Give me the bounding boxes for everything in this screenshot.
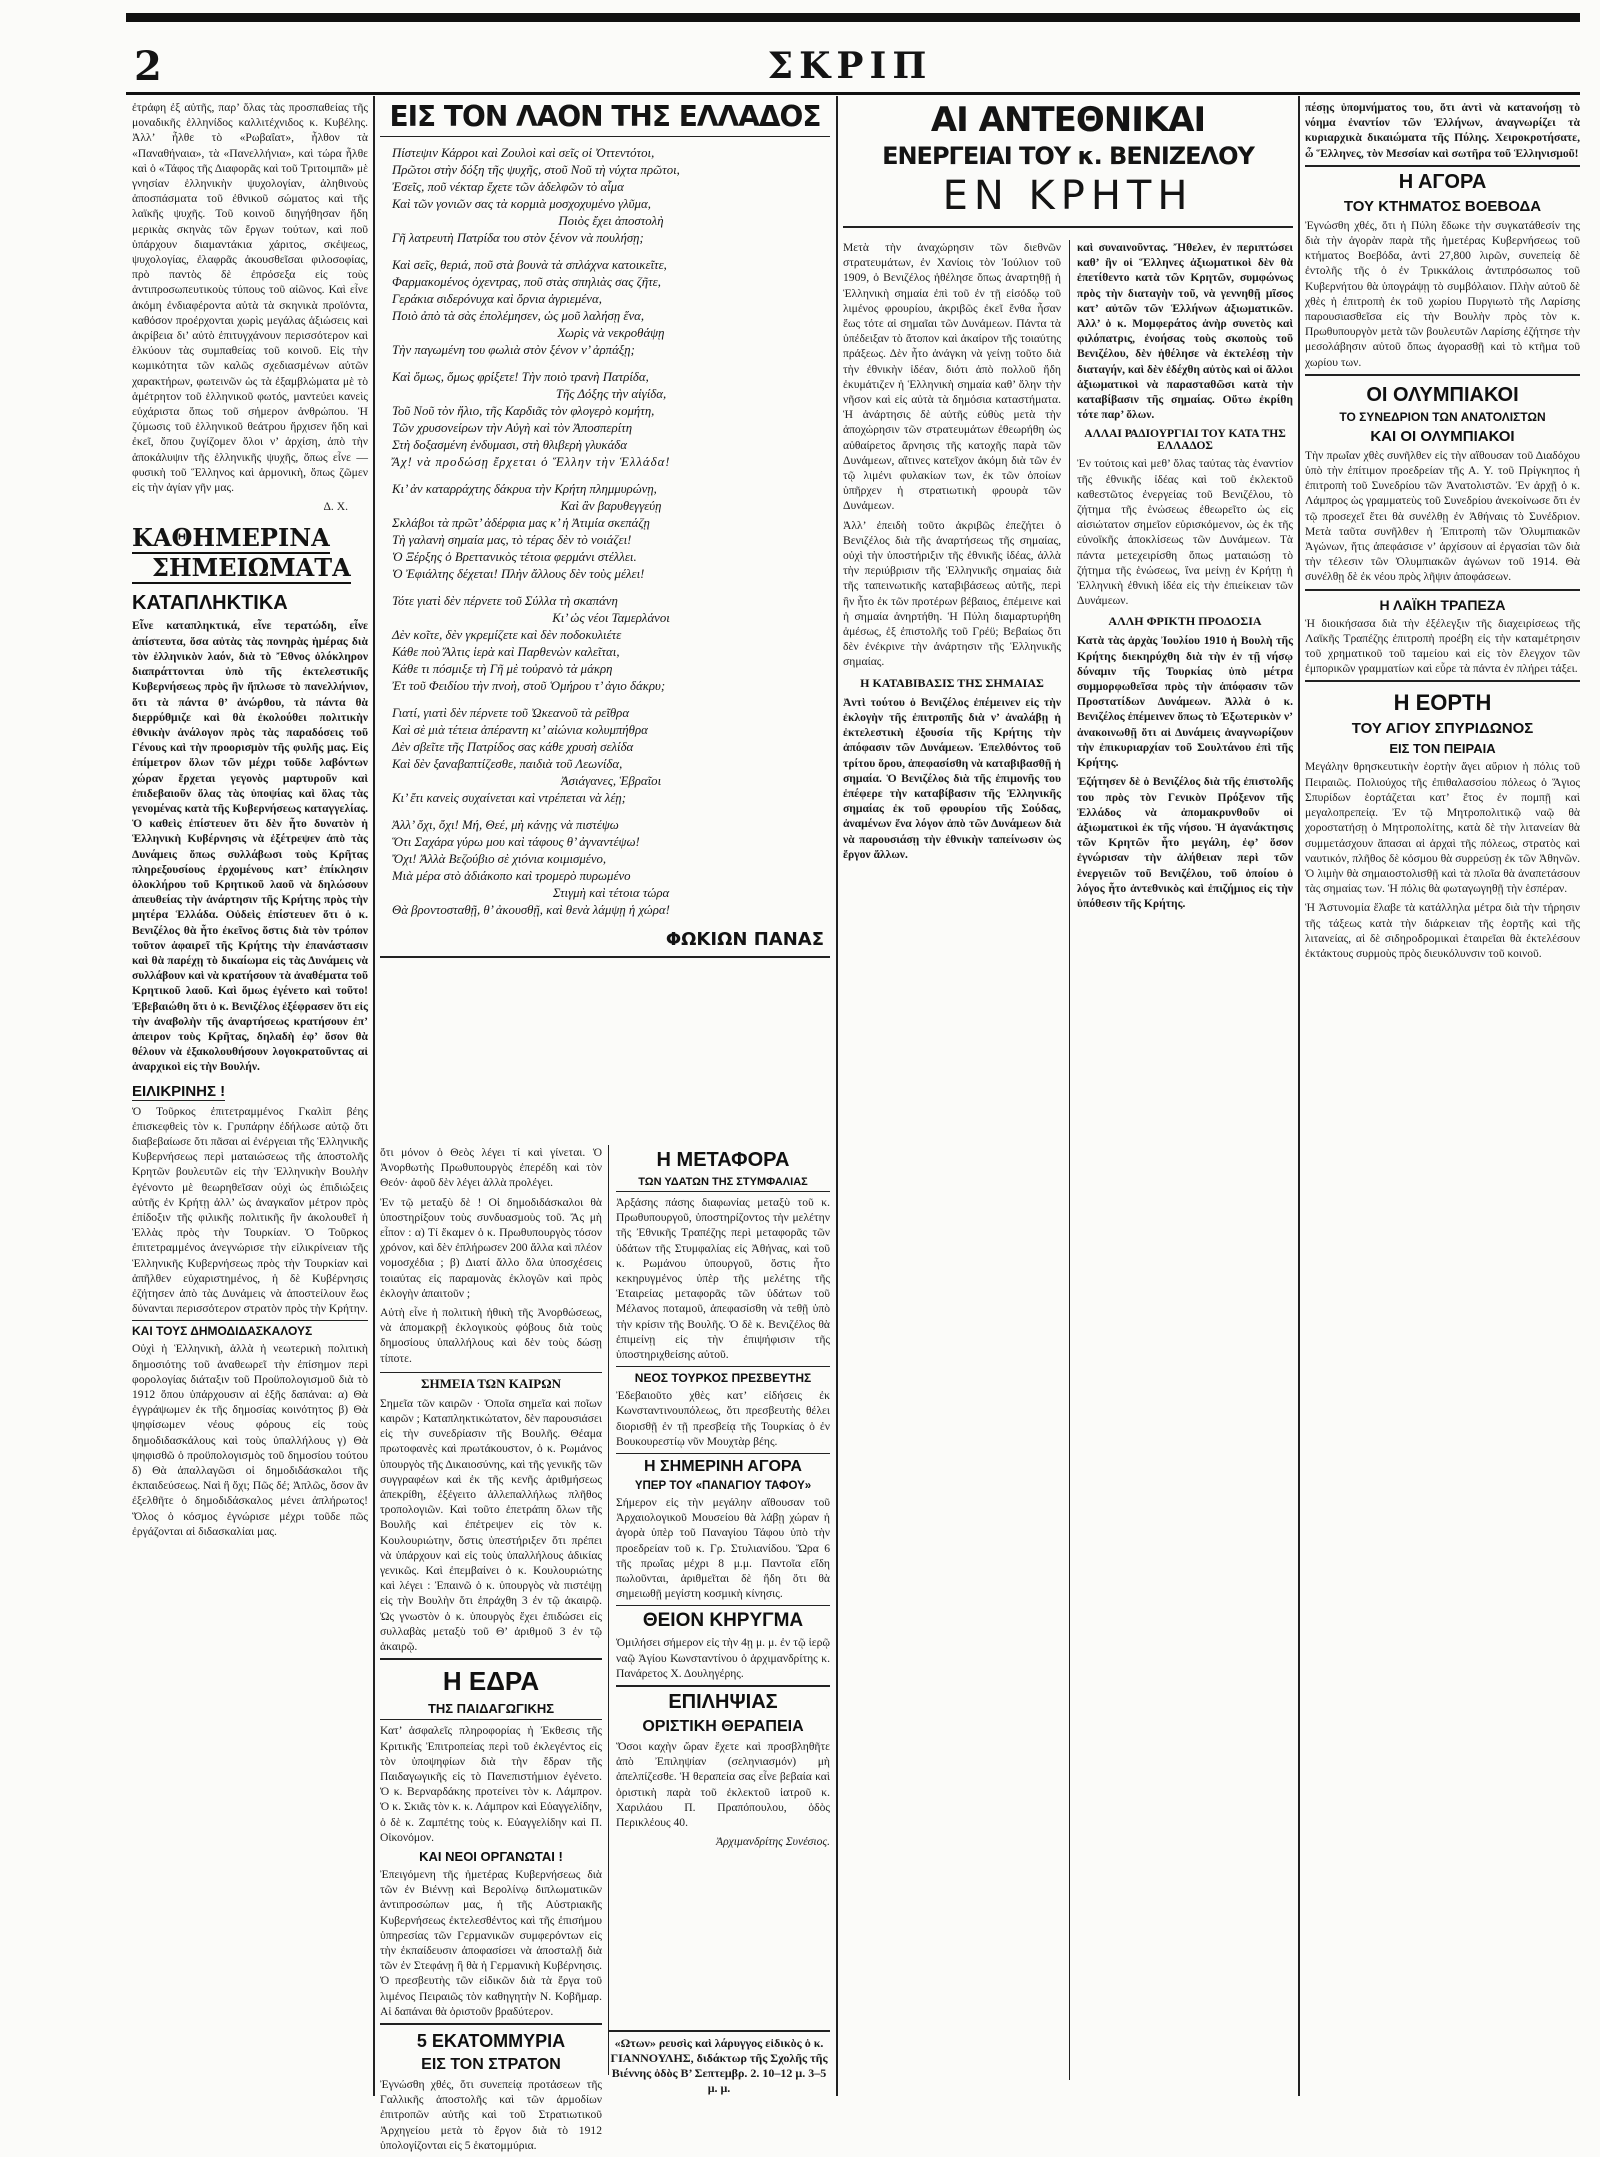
poem-line: Κάθε τι πόσμιξε τὴ Γῆ μὲ τοὐρανὸ τὰ μάκρη (392, 662, 613, 676)
poem-line: Θὰ βροντοσταθῇ, θ’ ἀκουσθῇ, καὶ θενὰ λάμψῃ ἡ χώρα! (392, 903, 670, 917)
poem-line: Ἐσεῖς, ποῦ νέκταρ ἔχετε τῶν ἀδελφῶν τὸ αἷμα (392, 180, 624, 194)
katavivasis-text: Ἀντὶ τούτου ὁ Βενιζέλος ἐπέμεινεν εἰς τὴν ἐκλογὴν τῆς ἐπιτροπῆς διὰ ν’ ἀναλάβῃ ἡ ἐκτελεστικὴ ἐξουσία τῆς Κρήτης τὴν ἀπόφασιν τῶν Δυνάμεων. Ἐπελθόντος τοῦ τρίτου ὅρου, ἀπεφασίσθη νὰ καταβιβασθῇ ἡ σημαία. Ὁ Βενιζέλος διὰ τῆς ἐπιμονῆς του ἐπέφερε τὴν καταβίβασιν τῆς Ἑλληνικῆς σημαίας ἐκ τοῦ φρουρίου τῆς Σούδας, ἀναμένων ἕνα λόγον ἀπὸ τῶν Δυνάμεων διὰ νὰ παρουσιάσῃ τὴν ἐθνικὴν ταπείνωσιν ὡς ἔργον ἄλλων. (843, 695, 1061, 861)
poem-line: Κάθε ποὺ Ἄλτις ἱερὰ καὶ Παρθενὼν καλεῖται, (392, 645, 620, 659)
inner-divider (608, 1145, 609, 2075)
agora-subtitle: ΥΠΕΡ ΤΟΥ «ΠΑΝΑΓΙΟΥ ΤΑΦΟΥ» (634, 1480, 812, 1493)
kataplitika-title: ΚΑΤΑΠΛΗΚΤΙΚΑ (132, 592, 288, 615)
article-continuation: καὶ συναινοῦντας. Ἤθελεν, ἐν περιπτώσει καθ’ ἣν οἱ Ἕλληνες ἀξιωματικοὶ δὲν θὰ ἐπετίθεντο κατὰ τῶν Κρητῶν, συμφώνως πρὸς τὴν διαταγὴν τοῦ, νὰ γεννηθῇ μῖσος κατ’ αὐτῶν τῶν Ἑλλήνων ἀξιωματικῶν. Ἀλλ’ ὁ κ. Μομφεράτος ἀνὴρ συνετὸς καὶ φιλόπατρις, ἐνοήσας τοὺς σκοποὺς τοῦ Βενιζέλου, δὲν ἠθέλησε νὰ ἐκτελέσῃ τὴν διαταγήν, καὶ δὲν ἐδέχθη αὐτὸς καὶ οἱ ἄλλοι ἀξιωματικοὶ νὰ παρασταθῶσι κατὰ τὴν καταβίβασιν τῆς σημαίας. Οὕτω ἐκρίθη τότε παρ’ ὅλων. (1077, 241, 1293, 422)
olympiakoi-subtitle-2: ΚΑΙ ΟΙ ΟΛΥΜΠΙΑΚΟΙ (1370, 427, 1515, 445)
poem-line: Φαρμακομένος ὀχεντρας, ποῦ στὰς σπηλιὰς σας ζῆτε, (392, 275, 661, 289)
kataplitika-text: Εἶνε καταπληκτικά, εἶνε τερατώδη, εἶνε ἀπίστευτα, ὅσα αὐτὰς τὰς πονηρὰς ἡμέρας διὰ τὸν ἑλληνικὸν λαόν, διὰ τὸ Ἔθνος ὁλόκληρον διαπράττονται ὑπὸ τῆς ἐκτελεστικῆς Κυβερνήσεως πρὸς ἢν ἥπλωσε τὸ πανελλήνιον, ὅτι τὰ πάντα θ’ ἀνώρθου, τὰ πάντα θὰ διερρύθμιζε καὶ θὰ ἐκολούθει πολιτικὴν ἐθνικὴν ἀνάλογον πρὸς τὰς παραδόσεις τοῦ Γένους καὶ τὴν προορισμὸν τῆς φυλῆς μας. Εἰς ἐπίμετρον ὅλων τῶν μέχρι τοῦδε λαβόντων χώραν ἔρχεται γεγονὸς μαρτυροῦν καὶ ἐπιδεβαιοῦν ὅλας τὰς ὑποψίας καὶ ὅλας τὰς γενομένας κατὰ τῆς Κυβερνήσεως καταγγελίας. Ὁ καθεὶς ἐπίστευεν ὅτι δὲν ἦτο δυνατὸν ἡ Ἑλληνικὴ Κυβέρνησις νὰ ἐξέτρεψεν ἀπὸ τὰς Δυνάμεις ὅπως συλλάβωσι τοὺς Κρῆτας πληρεξουσίους ἐρχομένους κατ’ ἐπίκλησιν ὁλοκλήρου τοῦ Κρητικοῦ λαοῦ νὰ δηλώσουν ἀπευθείας τὴν ἀνάρτησιν τῆς Κρήτης πρὸς τὴν μητέρα Ἑλλάδα. Οὐδεὶς ἐπίστευεν ὅτι ὁ κ. Βενιζέλος θὰ ἦτο ἐκεῖνος ὅστις διὰ τὸν τρόπον τοῦτον ἀφαιρεῖ τῆς Κρήτης τὴν ἐπανάστασιν καὶ θὰ παρέχῃ τὸ δικαίωμα εἰς τὰς Δυνάμεις νὰ συλλάβουν καὶ νὰ κρατήσουν τὰ ἀναθέματα τοῦ Κρητικοῦ λαοῦ. Καὶ ὅμως ἐγένετο καὶ τοῦτο! Ἐβεβαιώθη ὅτι ὁ κ. Βενιζέλος ἐξέφρασεν ὅτι εἰς τὴν ἀναβολὴν τῆς ἀναρτήσεως κρατήσουν ἐπ’ ἀπειρον τοὺς Κρῆτας, δηλαδὴ ἐφ’ ὅσον θὰ θέλουν νὰ ἐξακολουθήσουν λογοκρατοῦντας αἱ ἀναρχικοὶ εἰς τὴν Βουλήν. (132, 619, 368, 1074)
olympiakoi-text: Τὴν πρωΐαν χθὲς συνῆλθεν εἰς τὴν αἴθουσαν τοῦ Διαδόχου ὑπὸ τὴν ἐπίτιμον προεδρείαν τῆς Α. Υ. τοῦ Πρίγκηπος ἡ ἐπιτροπὴ τοῦ Συνεδρίου τῶν Ἀνατολιστῶν. Ἐν ἀρχῇ ὁ κ. Λάμπρος ὡς γραμματεὺς τοῦ Συνεδρίου ἀνεκοίνωσε ὅτι ἐν τῷ προσεχεῖ ἔτει θὰ συνέλθῃ ἐν Ἀθήναις τὸ Συνέδριον. Μετὰ ταῦτα συνῆλθεν ἡ Ἐπιτροπὴ τῶν Ὀλυμπιακῶν Ἀγώνων, ἥτις ἀπεφάσισε ν’ ἀρχίσουν αἱ ἐργασίαι τῶν διὰ τὴν τέλεσιν τῶν Ὀλυμπιακῶν ἀγώνων τοῦ 1914. Θὰ συνέλθῃ δὲ ἐκ νέου πρὸς λῆψιν ἀποφάσεων. (1305, 448, 1580, 584)
edra-subtitle: ΤΗΣ ΠΑΙΔΑΓΩΓΙΚΗΣ (380, 1701, 602, 1720)
column-divider (373, 96, 375, 2096)
poem-line: Τὴ γαλανὴ σημαία μας, τὸ τέρας δὲν τὸ νοιάζει! (392, 533, 632, 547)
poem-stanza (392, 481, 830, 583)
olympiakoi-subtitle-1: ΤΟ ΣΥΝΕΔΡΙΟΝ ΤΩΝ ΑΝΑΤΟΛΙΣΤΩΝ (1339, 409, 1546, 424)
poem-line: Τῶν χρυσονείρων τὴν Αὐγὴ καὶ τὸν Ἀποσπερίτη (392, 421, 633, 435)
epilipsias-text: Ὅσοι καχὴν ὥραν ἔχετε καὶ προσβληθῆτε ἀπὸ Ἐπιληψίαν (σεληνιασμόν) μὴ ἀπελπίζεσθε. Ἡ θεραπεία σας εἶνε βεβαία καὶ ὁριστικὴ παρὰ τοῦ ἐκλεκτοῦ ἰατροῦ κ. Χαριλάου Π. Πραπόπουλου, ὁδὸς Περικλέους 40. (616, 1740, 830, 1830)
edra-title: Η ΕΔΡΑ (380, 1658, 602, 1697)
kairon-text: Σημεῖα τῶν καιρῶν · Ὁποῖα σημεῖα καὶ ποῖων καιρῶν ; Καταπληκτικώτατον, δὲν παρουσιάσει εἰς τὴν συνεδρίασιν τῆς Βουλῆς. Θέαμα πρωτοφανὲς καὶ πρωτάκουστον, ὁ κ. Ρωμάνος ὑπουργὸς τῆς Δικαιοσύνης, καὶ τῆς γενικῆς τῶν συγγραφέων καὶ ἐκ τῆς κενῆς ἀριθμήσεως ἀπεκρίθη, ἐξέγειτο ἀλλεπαλλήλως πλῆθος τροπολογιῶν. Καὶ τοῦτο ἐπετράπη ὅλων τῆς Βουλῆς καὶ ἐπέτρεψεν εἰς τὸν κ. Κουλουριώτην, ὅστις ὑπεστήριξεν ὅτι πρέπει νὰ ὑπάρχουν καὶ εἰς τοὺς ὑπαλλήλους ἀδικίας γενικῶς. Καὶ ἐπεμβαίνει ὁ κ. Κουλουριώτης καὶ λέγει : Ἐπαινῶ ὁ κ. ὑπουργὸς νὰ πιστέψῃ εἰς τὴν Βουλὴν ὅτι ἐπράχθη 3 ἐν τῷ ἀκαιρῷ. Ὡς γνωστὸν ὁ κ. ὑπουργὸς ἔχει ἐπιδώσει εἰς συλλαβὰς μεταξὺ τοῦ Θ’ ἀριθμοῦ 3 ἐν τῷ ἀκαιρῷ. (380, 1396, 602, 1654)
poem-stanza (392, 593, 830, 695)
edra-text: Κατ’ ἀσφαλεῖς πληροφορίας ἡ Ἐκθεσις τῆς Κριτικῆς Ἐπιτροπείας περὶ τοῦ ἐκλεγέντος εἰς τὸν ὑποψηφίων διὰ τὴν ἕδραν τῆς Παιδαγωγικῆς εἰς τὸ Πανεπιστήμιον ἐγένετο. Ὁ κ. Βερναρδάκης προτείνει τὸν κ. Λάμπρον. Ὁ κ. Σκιᾶς τὸν κ. κ. Λάμπρον καὶ Εὐαγγελίδην, ὁ δὲ κ. Ζαμπέτης τοὺς κ. Εὐαγγελίδην καὶ Π. Οἰκονόμον. (380, 1724, 602, 1844)
agora-title: Η ΣΗΜΕΡΙΝΗ ΑΓΟΡΑ (616, 1453, 830, 1476)
poem-stanza (392, 369, 830, 471)
poem-stanza (392, 145, 830, 247)
main-article-left (843, 240, 1061, 866)
poem-line: Πρῶτοι στὴν δόξη τῆς ψυχῆς, στοῦ Νοῦ τὴ νύχτα πρῶτοι, (392, 163, 680, 177)
poem-line: Καὶ ἂν βαρυθεγγεύῃ (560, 499, 662, 513)
didaskalous-text: Οὐχὶ ἡ Ἑλληνικὴ, ἀλλὰ ἡ νεωτερικὴ πολιτικὴ δημοσιότης τοῦ ἀναθεωρεῖ τὴν ἐπίσημον περὶ φορολογίας διάταξιν τοῦ Προϋπολογισμοῦ διὰ τὸ 1912 ὅπου ὑπάρχουσιν αἱ ἑξῆς δαπάναι: α) Θὰ ἐγγράψωμεν ἐκ τῆς δημοσίας κοινότητος β) Θὰ ψηφίσωμεν νέους φόρους εἰς τοὺς δημοδιδασκάλους καὶ τοὺς ὑπαλλήλους γ) Θὰ ψηφισθῶ ὁ προϋπολογισμὸς τοῦ δημοσίου τούτου δ) Θὰ ἀπαλλαγῶσι οἱ δημοδιδάσκαλοι τῆς ἐκπαιδεύσεως. Ναὶ ἢ ὄχι; Πῶς δέ; Ἀπλῶς, ὅσον ἂν ἐξελθῆτε ὁ δημοδιδάσκαλος μένει ἀπλήρωτος! Ὅλος ὁ κόσμος ἐγνώρισε μέχρι τοῦδε πῶς ἐργάζονται αἱ διδασκαλίαι μας. (132, 1342, 368, 1538)
advertisement-text: «Ωτων» ρευσὶς καὶ λάρυγγος εἰδικὸς ὁ κ. ΓΙΑΝΝΟΥΛΗΣ, διδάκτωρ τῆς Σχολῆς τῆς Βιέννης ὁδὸς Β’ Σεπτεμβρ. 2. 10–12 μ. 3–5 μ. μ. (610, 2036, 828, 2095)
poem-stanza (392, 817, 830, 919)
organotai-title: ΚΑΙ ΝΕΟΙ ΟΡΓΑΝΩΤΑΙ ! (419, 1848, 563, 1864)
poem-line: Πίστεψιν Κάρροι καὶ Ζουλοὶ καὶ σεῖς οἱ Ὀττεντότοι, (392, 146, 655, 160)
poem-line: Μιὰ μέρα στὸ ἀδιάκοπο καὶ τρομερὸ πυρωμένο (392, 869, 631, 883)
poem-line: Καὶ τῶν γονιῶν σας τὰ κορμιὰ μοσχοχυμένο γλῦμα, (392, 197, 651, 211)
laiki-trapeza-title: Η ΛΑΪΚΗ ΤΡΑΠΕΖΑ (1305, 589, 1580, 613)
poem-line: Τότε γιατὶ δὲν πέρνετε τοῦ Σύλλα τὴ σκαπάνη (392, 594, 618, 608)
poem-line: Δὲν κοῖτε, δὲν γκρεμίζετε καὶ δὲν ποδοκυλιέτε (392, 628, 622, 642)
katavivasis-text-continued: Ἐζήτησεν δὲ ὁ Βενιζέλος διὰ τῆς ἐπιστολῆς του πρὸς τὸν Γενικὸν Πρόξενον τῆς Ἑλλάδος νὰ ἀπομακρυνθοῦν οἱ ἀξιωματικοὶ ἐκ τῆς νήσου. Ἡ ἀγανάκτησις τῶν Κρητῶν ἦτο μεγάλη, ἐφ’ ὅσον ἐγνώρισαν τὴν ἀλήθειαν περὶ τῶν ἐνεργειῶν τοῦ Βενιζέλου, τοῦ ὁποίου ὁ λόγος ἦτο ἀντεθνικὸς καὶ ἐπιζήμιος εἰς τὴν ὑπόθεσιν τῆς Κρήτης. (1077, 775, 1293, 910)
metafora-title: Η ΜΕΤΑΦΟΡΑ (656, 1149, 790, 1171)
metafora-subtitle: ΤΩΝ ΥΔΑΤΩΝ ΤΗΣ ΣΤΥΜΦΑΛΙΑΣ (616, 1176, 830, 1192)
doctor-advertisement (608, 2030, 830, 2100)
poem-line: Τὴν παγωμένη του φωλιὰ στὸν ξένον ν’ ἀρπάξῃ; (392, 343, 635, 357)
poem-line: Τοῦ Νοῦ τὸν ἥλιο, τῆς Καρδιᾶς τὸν φλογερὸ κομήτη, (392, 404, 655, 418)
radiourgiai-title: ΑΛΛΑΙ ΡΑΔΙΟΥΡΓΙΑΙ ΤΟΥ ΚΑΤΑ ΤΗΣ ΕΛΛΑΔΟΣ (1084, 428, 1286, 453)
article-text: Αὐτὴ εἶνε ἡ πολιτικὴ ἠθικὴ τῆς Ἀνορθώσεως, νὰ ἀπομακρῇ ἐκλογικοὺς φόβους διὰ τοὺς δημοσίους ὑπαλλήλους καὶ δὲν τοὺς δώσῃ τίποτε. (380, 1306, 602, 1365)
column-3 (843, 100, 1293, 2090)
poem-line: Ἄχ! νὰ προδώσῃ ἔρχεται ὁ Ἕλλην τὴν Ἑλλάδα! (392, 455, 671, 469)
olympiakoi-title: ΟΙ ΟΛΥΜΠΙΑΚΟΙ (1305, 374, 1580, 407)
epilipsias-subtitle: ΟΡΙΣΤΙΚΗ ΘΕΡΑΠΕΙΑ (642, 1718, 804, 1736)
poem-line: Γιατί, γιατὶ δὲν πέρνετε τοῦ Ὠκεανοῦ τὰ ρεῖθρα (392, 706, 630, 720)
section-rule (380, 956, 830, 958)
prodosia-text: Κατὰ τὰς ἀρχὰς Ἰουλίου 1910 ἡ Βουλὴ τῆς Κρήτης διεκηρύχθη διὰ τὴν ἐν τῇ νήσῳ δύναμιν τῆς Τουρκίας ὑπὸ μέτρα συμμορφωθεῖσα πρὸς τὴν ἀπόφασιν τῶν Προστατίδων Δυνάμεων. Ἀλλὰ ὁ κ. Βενιζέλος ἐπέμεινεν ὅπως τὸ Ἐξωτερικὸν ν’ ἀνακοινωθῇ ὅτι αἱ Δυνάμεις ἀναγνωρίζουν τὴν ἐπικυριαρχίαν τοῦ Σουλτάνου ἐπὶ τῆς Κρήτης. (1077, 634, 1293, 770)
laiki-trapeza-text: Ἡ διοικήσασα διὰ τὴν ἐξέλεγξιν τῆς διαχειρίσεως τῆς Λαϊκῆς Τραπέζης ἐπιτροπὴ προέβη εἰς τὴν καταμέτρησιν τοῦ χρηματικοῦ τοῦ ταμείου καὶ εἰς τὸν ἔλεγχον τῶν ἐμπορικῶν γραμματίων καὶ εὗρε τὰ πάντα ἐν πλήρει τάξει. (1305, 616, 1580, 676)
poem-line: Στιγμὴ καὶ τέτοια τώρα (552, 886, 670, 900)
article-continuation: πέσῃς ὑπομνήματος του, ὅτι ἀντὶ νὰ κατανοήσῃ τὸ νόημα ἐναντίον τῶν Ἑλλήνων, ἀναγνωρίζει τὰ κυριαρχικὰ δικαιώματα τῆς Πύλης. Χειροκροτήσατε, ὦ Ἕλληνες, τὸν Μεσσίαν καὶ σωτῆρα τοῦ Ἑλληνισμοῦ! (1305, 101, 1580, 160)
top-border (126, 13, 1580, 22)
poem-line: Καὶ δὲν ξαναβαπτίζεσθε, παιδιὰ τοῦ Λεωνίδα, (392, 757, 623, 771)
presvevtis-text: Ἐδεβαιοῦτο χθὲς κατ’ εἰδήσεις ἐκ Κωνσταντινουπόλεως, ὅτι πρεσβευτὴς θέλει διορισθῇ ἐν τῇ πρεσβείᾳ τῆς Τουρκίας ὁ ἐν Βουκουρεστίῳ νῦν Μουχτὰρ βέης. (616, 1389, 830, 1448)
column-4 (1305, 100, 1580, 2090)
article-text: Ἐν τῷ μεταξὺ δὲ ! Οἱ δημοδιδάσκαλοι θὰ ὑποστηρίξουν τοὺς συνδυασμοὺς τοῦ. Ἂς μὴ εἶπον : α) Τί ἔκαμεν ὁ κ. Πρωθυπουργὸς τόσον χρόνον, καὶ δὲν ἐπλήρωσεν 200 ἄλλα καὶ πλέον νομοσχέδια ; β) Διατί ἄλλο ὅλα ὑποσχέσεις τοιαύτας εἰς παραμονὰς ἐκλογῶν καὶ πρὸς ἐκλογὴν ἀπαιτοῦν ; (380, 1195, 602, 1300)
page-number: 2 (134, 43, 162, 90)
poet-name: ΦΩΚΙΩΝ ΠΑΝΑΣ (665, 929, 824, 950)
agora-voevoda-text: Ἐγνώσθη χθές, ὅτι ἡ Πύλη ἔδωκε τὴν συγκατάθεσίν της διὰ τὴν ἀγορὰν παρὰ τῆς ἡμετέρας Κυβερνήσεως τοῦ κτήματος Βοεβόδα, ἀντὶ 27,800 λιρῶν, συνεπείᾳ δὲ ἐντολῆς τῆς ὁ ἐν Τρικκάλοις ἀντιπρόσωπος τοῦ Κυβερνήτου θὰ ὑπογράψῃ τὸ συμβόλαιον. Πλὴν αὐτοῦ δὲ χθὲς ἡ ἐπιτροπὴ ἐκ τοῦ χωρίου Πυργιωτὸ τῆς Λαρίσης παρουσιασθεῖσα εἰς τὴν Βουλὴν πρὸς τὸν κ. Πρωθυπουργὸν μετὰ τῶν βουλευτῶν Λαρίσης ἐζήτησε τὴν μεσολάβησιν αὐτοῦ ὅπως ἀγορασθῇ καὶ τὸ κτῆμα τοῦ χωρίου των. (1305, 218, 1580, 369)
organotai-text: Ἐπειγόμενη τῆς ἡμετέρας Κυβερνήσεως διὰ τῶν ἐν Βιέννῃ καὶ Βερολίνῳ διπλωματικῶν ἀντιπροσώπων μας, ἡ τῆς Αὐστριακῆς Κυβερνήσεως ἐκτελεσθέντος καὶ τῆς ἐπισήμου ὑπηρεσίας τῶν Γερμανικῶν συμφερόντων εἰς τὴν ἐκπαίδευσιν ἀποφασίσει νὰ ἀποσταλῇ διὰ τῶν ἐν Στεφάνῃ ἢ θὰ ἡ Γερμανικὴ Κυβέρνησις. Ὁ πρεσβευτὴς τῶν εἰδικῶν διὰ τὰ ἔργα τοῦ λιμένος Πειραιῶς τὸν καθηγητὴν Ν. Κοβῆμαρ. Αἱ δαπάναι θὰ ὁριστοῦν βραδύτερον. (380, 1867, 602, 2018)
poem-line: Χωρὶς νὰ νεκροθάψῃ (557, 326, 665, 340)
masthead-title: ΣΚΡΙΠ (767, 45, 933, 87)
simeiomata-title: ΣΗΜΕΙΩΜΑΤΑ (132, 554, 351, 584)
review-signature: Δ. Χ. (323, 500, 348, 514)
column-divider (1298, 96, 1300, 2096)
main-title-line1: ΑΙ ΑΝΤΕΘΝΙΚΑΙ (930, 100, 1206, 140)
eorti-text: Μεγάλην θρησκευτικὴν ἑορτὴν ἄγει αὔριον ἡ πόλις τοῦ Πειραιῶς. Πολιούχος τῆς ἐπιθαλασσίου πόλεως ὁ Ἅγιος Σπυρίδων ἑορτάζεται κατ’ ἔτος ἐν πομπῇ καὶ μεγαλοπρεπείᾳ. Ἐν τῷ Μητροπολιτικῷ ναῷ θὰ χοροστατήσῃ ὁ Μητροπολίτης, κατὰ δὲ τὴν λιτανείαν θὰ συμμετάσχουν ἅπασαι αἱ ἀρχαὶ τῆς πόλεως, στρατὸς καὶ ναυτικόν, πλῆθος δὲ κόσμου θὰ συρρεύσῃ ἐκ τῶν Ἀθηνῶν. Ὁ λιμὴν θὰ σημαιοστολισθῇ καὶ τὰ πλοῖα θὰ ἀναπετάσουν τὰς σημαίας των. Ἡ πόλις θὰ φωταγωγηθῇ τὴν ἑσπέραν. (1305, 760, 1580, 896)
agora-voevoda-subtitle: ΤΟΥ ΚΤΗΜΑΤΟΣ ΒΟΕΒΟΔΑ (1343, 197, 1542, 215)
theion-title: ΘΕΙΟΝ ΚΗΡΥΓΜΑ (616, 1605, 830, 1632)
eorti-subtitle-1: ΤΟΥ ΑΓΙΟΥ ΣΠΥΡΙΔΩΝΟΣ (1351, 720, 1534, 738)
eilikrinis-title: ΕΙΛΙΚΡΙΝΗΣ ! (132, 1082, 226, 1100)
column-divider (836, 96, 838, 2096)
inner-divider (1069, 240, 1070, 2080)
poem-line: Κι’ ἔτι κανεὶς συχαίνεται καὶ ντρέπεται νὰ λέῃ; (392, 791, 626, 805)
poem-line: Ἀλλ’ ὄχι, ὄχι! Μή, Θεέ, μὴ κάνῃς νὰ πιστέψω (392, 818, 619, 832)
lower-right-column (616, 1145, 830, 1854)
poem-line: Ποιὸ ἀπὸ τὰ σὰς ἐπολέμησεν, ὡς μοῦ λαλήσῃ ἕνα, (392, 309, 645, 323)
eorti-title: Η ΕΟΡΤΗ (1305, 680, 1580, 716)
agora-text: Σήμερον εἰς τὴν μεγάλην αἴθουσαν τοῦ Ἀρχαιολογικοῦ Μουσείου θὰ λάβῃ χώραν ἡ ἀγορὰ ὑπὲρ τοῦ Παναγίου Τάφου ὑπὸ τὴν προεδρείαν τοῦ κ. Γρ. Στυλιανίδου. Ὥρα 6 τῆς πρωΐας μέχρι 8 μ.μ. Παντοῖα εἴδη πωλοῦνται, ἀριθμεῖται δὲ ἤδη ὅτι θὰ σημειωθῇ μεγίστη κοσμικὴ κίνησις. (616, 1496, 830, 1601)
article-lead: Μετὰ τὴν ἀναχώρησιν τῶν διεθνῶν στρατευμάτων, ἐν Χανίοις τὸν Ἰούλιον τοῦ 1909, ὁ Βενιζέλος ἠθέλησε ὅπως ἀναρτηθῇ ἡ Ἑλληνικὴ σημαία ἐπὶ τοῦ ἐν τῇ εἰσόδῳ τοῦ λιμένος φρουρίου, ἀκριβῶς ἐκεῖ ἔνθα ἦσαν ἕως τότε αἱ σημαῖαι τῶν Δυνάμεων. Πάντα τὰ ὑπέδειξαν τὸ ἄτοπον καὶ ἀκαίρον τῆς τοιαύτης πράξεως. Δὲν ἦτο ἀνάγκη νὰ γείνῃ τοῦτο διὰ τὴν ἐθνικὴν ἰδέαν, διότι ἀπὸ πολλοῦ ἤδη ἐκυμάτιζεν ἡ Ἑλληνικὴ σημαία καθ’ ὅλην τὴν νῆσον καὶ εἰς αὐτὰ τὰ δημόσια καταστήματα. Ἡ ἀνάρτησις δὲ αὐτῆς εὐθὺς μετὰ τὴν ἀποχώρησιν τῶν στρατευμάτων ἐθεωρήθη ὡς αὐθαίρετος ἄρνησις τῆς κατοχῆς παρὰ τῶν Δυνάμεων, αἵτινες κατεῖχον ἀκόμη διὰ τῶν ἐν τῷ λιμένι φυλακίων των, ἐκ τῶν ὁποίων ὑπῆρχεν ἡ στρατιωτικὴ φρουρὰ τῶν Δυνάμεων. (843, 241, 1061, 513)
kathimerina-title: ΚΑΘΗΜΕΡΙΝΑ (132, 523, 330, 553)
poem-line: Δὲν σβεῖτε τῆς Πατρίδος σας κάθε χρυσὴ σελίδα (392, 740, 634, 754)
poem-line: Καὶ ὅμως, ὅμως φρίξετε! Τὴν ποιὸ τρανὴ Πατρίδα, (392, 370, 649, 384)
main-article-right (1077, 240, 1293, 915)
poem-line: Ἐτ τοῦ Φειδίου τὴν πνοὴ, στοῦ Ὁμήρου τ’ ἀγιο δάκρυ; (392, 679, 666, 693)
main-title-line2: ΕΝΕΡΓΕΙΑΙ ΤΟΥ κ. ΒΕΝΙΖΕΛΟΥ (882, 142, 1254, 170)
didaskalous-title: ΚΑΙ ΤΟΥΣ ΔΗΜΟΔΙΔΑΣΚΑΛΟΥΣ (132, 1320, 368, 1338)
column-1 (132, 100, 368, 2090)
poem-line: Στὴ δοξασμένη ἐνδυμασι, στὴ θλιβερὴ γλυκάδα (392, 438, 627, 452)
column-2 (380, 100, 830, 2152)
poem-stanza (392, 257, 830, 359)
kairon-title: ΣΗΜΕΙΑ ΤΩΝ ΚΑΙΡΩΝ (380, 1372, 602, 1392)
eilikrinis-text: Ὁ Τοῦρκος ἐπιτετραμμένος Γκαλὶπ βέης ἐπισκεφθεὶς τὸν κ. Γρυπάρην ἐδήλωσε αὐτῷ ὅτι διαβεβαίωσε ὅτι πᾶσαι αἱ ἐνέργειαι τῆς Ἑλληνικῆς Κυβερνήσεως περὶ ματαιώσεως τῆς ἀποστολῆς Κρητῶν βουλευτῶν εἰς τὴν Ἑλληνικὴν Βουλὴν ἐγένοντο μὲ θεωρηθεῖσαν οὐχὶ ὡς ἐπιδιώξεις αὐτῆς ἐν Κρήτῃ ἀλλ’ ὡς ἀναγκαῖον μέτρον πρὸς ἐπίδοξιν τῆς φιλικῆς πολιτικῆς ἢν ἀκολουθεῖ ἡ Ἑλλὰς πρὸς τὴν Τουρκίαν. Ὁ Τοῦρκος ἐπιτετραμμένος ἀνεγνώρισε τὴν εἰλικρίνειαν τῆς Ἑλληνικῆς Κυβερνήσεως πρὸς τὴν Τουρκίαν καὶ ἀπῆλθεν εὐχαριστημένος, ἡ δὲ Κυβέρνησις ἐζήτησεν ἀπὸ τὰς Δυνάμεις νὰ ἀποστείλουν ἕως δύνανται περισσότερον στρατὸν πρὸς τὴν Κρήτην. (132, 1104, 368, 1316)
lower-left-column (380, 1145, 602, 2157)
poem-line: Ὅτι Σαχάρα γύρω μου καὶ τάφους θ’ ἀγναντέψω! (392, 835, 640, 849)
poem-line: Ἀσιάγανες, Ἑβραῖοι (560, 774, 662, 788)
review-continuation: ἐτράφη ἐξ αὐτῆς, παρ’ ὅλας τὰς προσπαθείας τῆς μοναδικῆς ἑλληνίδος καλλιτέχνιδος κ. Κυβέλης. Ἀλλ’ ἦλθε τὸ «Ρωβαΐατ», ἦλθον τὰ «Παναθήναια», τὰ «Πανελλήνια», καὶ τώρα ἦλθε καὶ ὁ «Τάφος τῆς Διαφορᾶς καὶ τοῦ Τριτοιμπᾶ» μὲ γνησίαν ἑλληνικὴν ψυχολογίαν, ἀληθινοὺς ἀποσπάσματα τοῦ ἐθνικοῦ σώματος καὶ τῆς λαϊκῆς ψυχῆς. Τοῦ κοινοῦ διηγήθησαν ἤδη μερικὰς σκηνὰς τῶν ἔργων τούτων, καὶ ποῦ ὑπάρχουν διαμαντάκια χάριτος, σκέψεως, ψυχολογίας, ἐλαφρᾶς ἀκουσθεῖσαι φιλοσοφίας, πρὸ παντὸς δὲ ἐπρόσεξα εἰς τοὺς ἀντιπροσωπευτικοὺς τύπους τοῦ αἰῶνος. Καὶ εἶνε ἀκόμη ἐνδιαφέροντα αὐτὰ τὰ σκηνικὰ προϊόντα, καθόσον προέρχονται χωρὶς μεγάλας ἀξιώσεις καὶ ἀκρίβεια δι’ αὐτὸ ἐπιτυγχάνουν περισσότερον καὶ ἑλκύουν τὰς συμπαθείας τοῦ κοινοῦ. Εἰς τὴν κωμικότητα τῶν καλῶς σχεδιασμένων αὐτῶν χαρακτήρων, φωτεινῶν ὡς τὰ ἐξαμβλώματα μὲ τὸ ἀμέτρητον τοῦ ἑλληνικοῦ φωτός, μαντεύει κανεὶς εὐχάριστα ὅπως τοῦ σήμερον ἀνθρώπου. Ἡ ζύμωσις τοῦ ἑλληνικοῦ θεάτρου ἤρχισεν ἤδη καὶ ἐκεῖ, ὅπου ζυγίζομεν ὅλοι ν’ ἀρχίση, ἀπὸ τὴν ἀποκάλυψιν τῆς ἑλληνικῆς ψυχῆς, ὅπως εἶνε — φυσικὴ τοῦ Ἕλληνος καὶ ἀρμονικὴ, ὅπως ζῶμεν εἰς τὴν ἁγίαν γῆν μας. (132, 101, 368, 495)
article-text: ὅτι μόνον ὁ Θεὸς λέγει τί καὶ γίνεται. Ὁ Ἀνορθωτὴς Πρωθυπουργὸς ἐπερέδη καὶ τὸν Θεόν· ἀφοῦ δὲν λέγει ἀλλὰ προλέγει. (380, 1146, 602, 1190)
ekatommyria-subtitle: ΕΙΣ ΤΟΝ ΣΤΡΑΤΟΝ (421, 2055, 561, 2073)
eorti-subtitle-2: ΕΙΣ ΤΟΝ ΠΕΙΡΑΙΑ (1389, 741, 1496, 757)
epilipsias-title: ΕΠΙΛΗΨΙΑΣ (616, 1685, 830, 1714)
article-lead-continued: Ἀλλ’ ἐπειδὴ τοῦτο ἀκριβῶς ἐπεζήτει ὁ Βενιζέλος διὰ τῆς ἀναρτήσεως τῆς σημαίας, οὐχὶ τὴν ὑποστήριξιν τῆς ἐθνικῆς ἰδέας, ἀλλὰ τὴν περιύβρισιν τῆς Ἑλληνικῆς σημαίας διὰ τῆς ταπεινωτικῆς καταβιβάσεως αὐτῆς, περὶ ἣν ἦτο ἐκ τῶν προτέρων βέβαιος, ἐπέμεινε καὶ ἡ σημαία ἀνηρτήθη. Ἡ Πύλη διαμαρτυρήθη ἀμέσως, ἐξ ἐπιστολῆς τοῦ Γρέϋ; Βεβαίως ὅτι δὲν ἐνέκρινε τὴν ἀνάρτησιν τῆς Ἑλληνικῆς σημαίας. (843, 518, 1061, 669)
masthead-rule (126, 92, 1580, 95)
agora-voevoda-title: Η ΑΓΟΡΑ (1305, 165, 1580, 194)
main-title-line3: ΕΝ ΚΡΗΤΗ (843, 172, 1293, 228)
prodosia-title: ΑΛΛΗ ΦΡΙΚΤΗ ΠΡΟΔΟΣΙΑ (1108, 614, 1262, 629)
theion-text: Ὁμιλήσει σήμερον εἰς τὴν 4ῃ μ. μ. ἐν τῷ ἱερῷ ναῷ Ἁγίου Κωνσταντίνου ὁ ἀρχιμανδρίτης κ. Πανάρετος Χ. Δουληγέρης. (616, 1636, 830, 1680)
poem-line: Γῆ λατρευτὴ Πατρίδα του στὸν ξένον νὰ πουλήσῃ; (392, 231, 644, 245)
metafora-text: Ἀρξάσης πάσης διαφωνίας μεταξὺ τοῦ κ. Πρωθυπουργοῦ, ὑποστηρίζοντος τὴν μελέτην τῆς Ἐθνικῆς Τραπέζης περὶ μεταφορᾶς τῶν ὑδάτων τῆς Στυμφαλίας εἰς Ἀθήνας, καὶ τοῦ κ. Ρωμάνου ὑπουργοῦ, ὅστις ἦτο κεκηρυγμένος ὑπὲρ τῆς μελέτης τῆς Ἑταιρείας μεταφορᾶς τῶν ὑδάτων τοῦ Μέλανος ποταμοῦ, ἀπεφασίσθη νὰ τεθῇ ὑπὸ τὴν κρίσιν τῆς Βουλῆς. Ὁ δὲ κ. Βενιζέλος θὰ ἐπιμείνῃ εἰς τὴν ἐπιψήφισιν τῆς ὑποστηριχθείσης αὐτοῦ. (616, 1196, 830, 1362)
poem-stanza (392, 705, 830, 807)
ekatommyria-title: 5 ΕΚΑΤΟΜΜΥΡΙΑ (380, 2023, 602, 2052)
poem-line: Σκλάβοι τὰ πρῶτ’ ἀδέρφια μας κ’ ἡ Ἀτιμία σκεπάζῃ (392, 516, 650, 530)
poem-line: Τῆς Δόξης τὴν αἰγίδα, (555, 387, 667, 401)
poem-line: Ὁ Ἐφιάλτης δέχεται! Πλὴν ἄλλους δὲν τοὺς μέλει! (392, 567, 645, 581)
eorti-text-continued: Ἡ Ἀστυνομία ἔλαβε τὰ κατάλληλα μέτρα διὰ τὴν τήρησιν τῆς τάξεως κατὰ τὴν διάρκειαν τῆς ἑορτῆς καὶ τῆς λιτανείας, αἱ δὲ σιδηροδρομικαὶ ἑταιρεῖαι θὰ ἐκτελέσουν ἐκτάκτους συρμοὺς πρὸς διευκόλυνσιν τοῦ κοινοῦ. (1305, 901, 1580, 960)
poem-body (380, 145, 830, 919)
poem-line: Κι’ ἀν καταρράχτης δάκρυα τὴν Κρήτη πλημμυρώνῃ, (392, 482, 657, 496)
poem-line: Γεράκια σιδερόνυχα καὶ ὄρνια ἀγριεμένα, (392, 292, 602, 306)
poem-line: Ποιὸς ἔχει ἀποστολὴ (558, 214, 664, 228)
poem-line: Καὶ σὲ μιὰ τέτεια ἀπέραντη κι’ αἰώνια κολυμπήθρα (392, 723, 648, 737)
poem-line: Καὶ σεῖς, θεριά, ποῦ στὰ βουνὰ τὰ σπλάχνα κατοικεῖτε, (392, 258, 667, 272)
epilipsias-signature: Ἀρχιμανδρίτης Συνέσιος. (716, 1835, 830, 1849)
poem-line: Ὄχι! Ἀλλὰ Βεζούβιο σὲ χιόνια κοιμισμένο, (392, 852, 607, 866)
ekatommyria-text: Ἐγνώσθη χθές, ὅτι συνεπείᾳ προτάσεων τῆς Γαλλικῆς ἀποστολῆς καὶ τῶν ἀρμοδίων ἐπιτροπῶν αὐτῆς καὶ τοῦ Στρατιωτικοῦ Ἀρχηγείου μετὰ τὸ ἔργον διὰ τὸ 1912 ὑπολογίζονται εἰς 5 ἑκατομμύρια. (380, 2077, 602, 2152)
katavivasis-title: Η ΚΑΤΑΒΙΒΑΣΙΣ ΤΗΣ ΣΗΜΑΙΑΣ (860, 675, 1044, 690)
presvevtis-title: ΝΕΟΣ ΤΟΥΡΚΟΣ ΠΡΕΣΒΕΥΤΗΣ (616, 1366, 830, 1385)
poem-line: Ὁ Ξέρξης ὁ Βρεττανικὸς τέτοια φερμάνι στέλλει. (392, 550, 637, 564)
poem-title: ΕΙΣ ΤΟΝ ΛΑΟΝ ΤΗΣ ΕΛΛΑΔΟΣ (380, 100, 830, 137)
poem-line: Κι’ ὡς νέοι Ταμερλάνοι (552, 611, 670, 625)
kathimerina-header (132, 524, 368, 584)
radiourgiai-text: Ἐν τούτοις καὶ μεθ’ ὅλας ταύτας τὰς ἐναντίον τῆς ἐθνικῆς ἰδέας καὶ τοῦ ἐκλεκτοῦ καθεστῶτος ἐνεργείας τοῦ Βενιζέλου, τὸ ζήτημα τῆς ἑνώσεως ἐθεωρεῖτο ὡς εἰς αἰσιώτατον σημεῖον εὑρισκόμενον, ὡς ἐκ τῆς εὐνοϊκῆς ἀποκλίσεως τῶν Δυνάμεων. Τὰ πάντα μετεχειρίσθη ὅπως ματαιώσῃ τὸ ζήτημα τῆς ἑνώσεως, ἵνα μείνῃ ἐν Κρήτῃ ἡ Ἑλληνικὴ ἐθνικὴ ἰδέα εἰς τὴν ἐπιείκειαν τῶν Δυνάμεων. (1077, 457, 1293, 608)
